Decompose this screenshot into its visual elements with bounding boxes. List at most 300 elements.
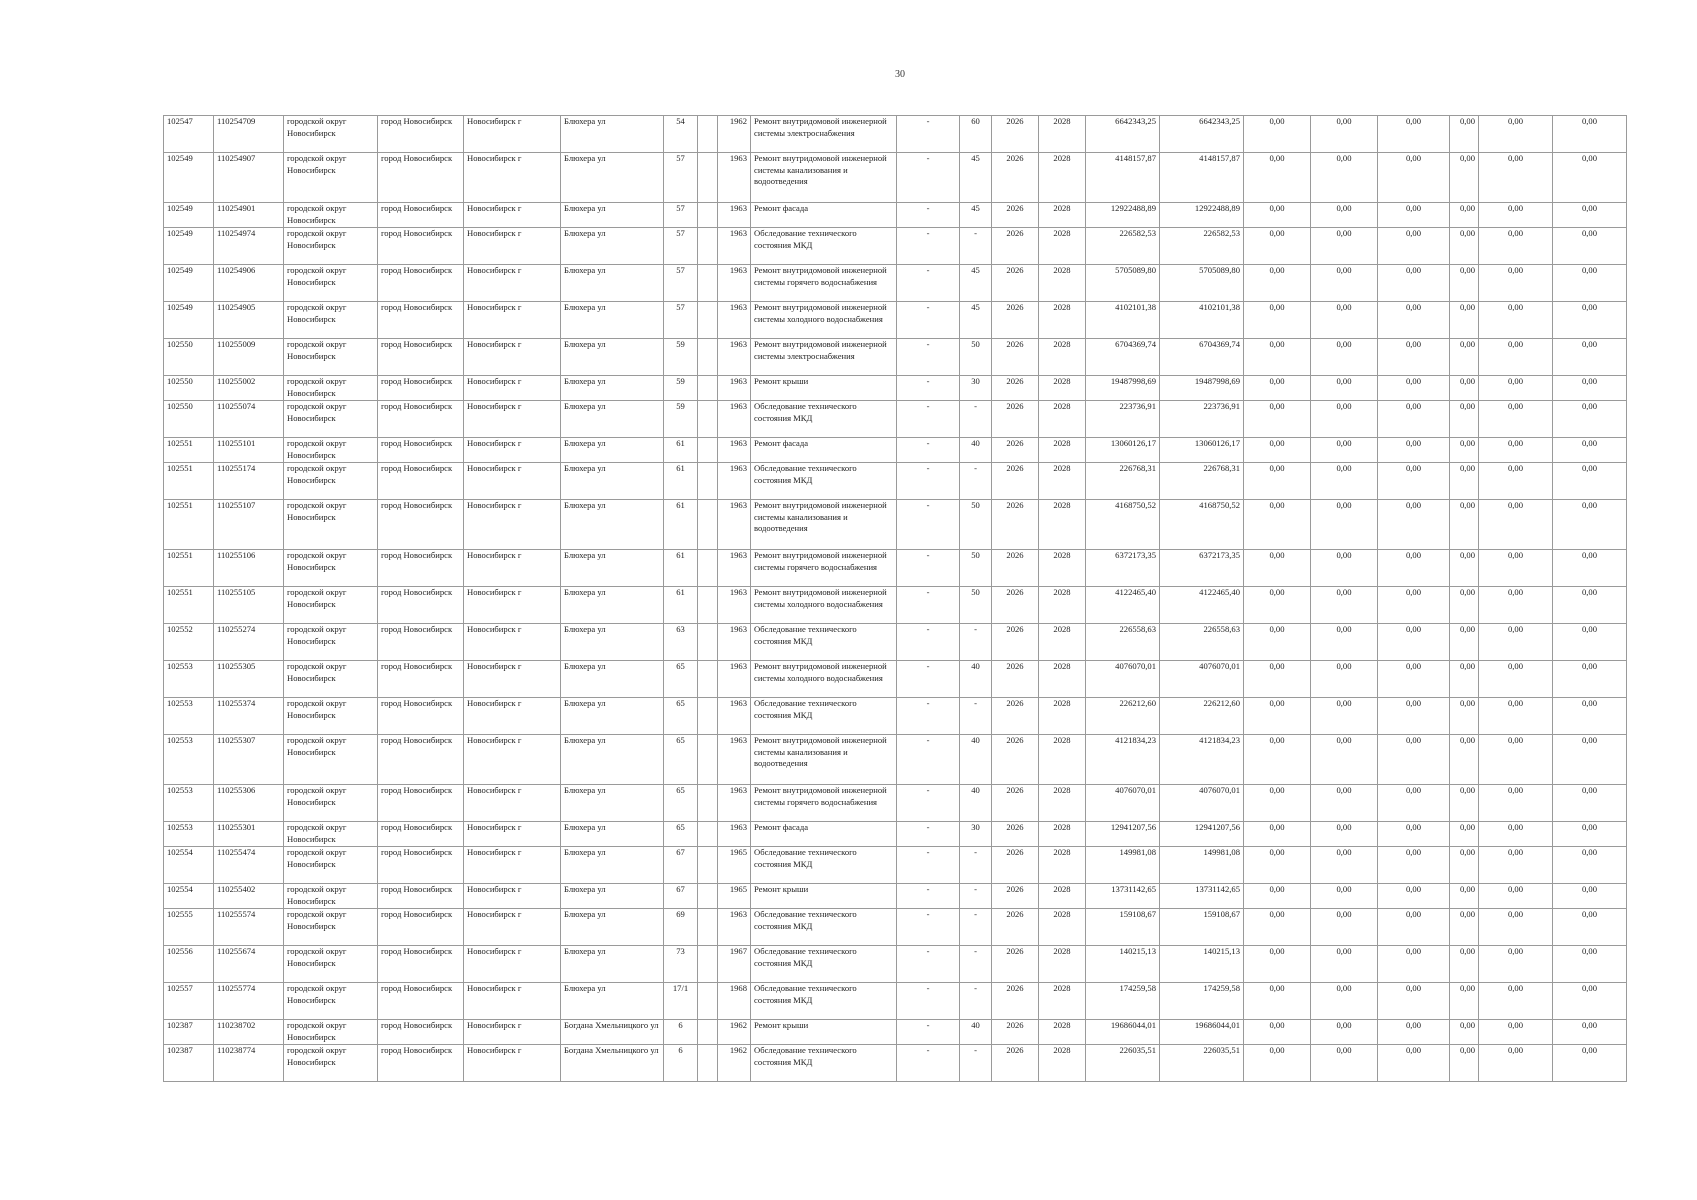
- cell-city: Новосибирск г: [464, 438, 561, 463]
- cell-district: городской округ Новосибирск: [284, 909, 378, 946]
- cell-wear-indicator: -: [897, 438, 960, 463]
- cell-local-funds: 0,00: [1378, 822, 1450, 847]
- cell-start-year: 2026: [992, 339, 1039, 376]
- cell-own-funds: 140215,13: [1160, 946, 1244, 983]
- cell-owner-funds: 0,00: [1479, 1020, 1553, 1045]
- cell-building: [698, 500, 718, 550]
- cell-end-year: 2028: [1039, 587, 1086, 624]
- cell-wear-percent: -: [960, 463, 992, 500]
- cell-owner-funds: 0,00: [1479, 698, 1553, 735]
- cell-federal-funds: 0,00: [1244, 339, 1311, 376]
- table-row: [164, 153, 1627, 203]
- cell-owner-funds: 0,00: [1479, 735, 1553, 785]
- cell-work-type: Ремонт крыши: [751, 884, 897, 909]
- cell-street: Блюхера ул: [561, 624, 664, 661]
- cell-work-type: Ремонт внутридомовой инженерной системы канализования и водоотведения: [751, 153, 897, 203]
- cell-fund-funds: 0,00: [1553, 698, 1627, 735]
- cell-work-id: 110255307: [214, 735, 284, 785]
- cell-end-year: 2028: [1039, 302, 1086, 339]
- cell-work-type: Ремонт внутридомовой инженерной системы холодного водоснабжения: [751, 587, 897, 624]
- page-number: 30: [895, 69, 905, 80]
- cell-street: Богдана Хмельницкого ул: [561, 1045, 664, 1082]
- cell-work-id: 110238774: [214, 1045, 284, 1082]
- cell-wear-indicator: -: [897, 946, 960, 983]
- cell-work-id: 110255301: [214, 822, 284, 847]
- cell-house-id: 102549: [164, 203, 214, 228]
- cell-total-cost: 140215,13: [1086, 946, 1160, 983]
- cell-house-id: 102549: [164, 302, 214, 339]
- cell-regional-funds: 0,00: [1311, 909, 1378, 946]
- cell-house-number: 57: [664, 265, 698, 302]
- cell-year-built: 1963: [718, 698, 751, 735]
- cell-other-funds: 0,00: [1450, 884, 1479, 909]
- cell-federal-funds: 0,00: [1244, 302, 1311, 339]
- cell-building: [698, 661, 718, 698]
- cell-house-number: 59: [664, 376, 698, 401]
- cell-building: [698, 339, 718, 376]
- cell-total-cost: 13060126,17: [1086, 438, 1160, 463]
- cell-year-built: 1963: [718, 265, 751, 302]
- cell-wear-indicator: -: [897, 661, 960, 698]
- table-row: [164, 698, 1627, 735]
- cell-wear-percent: -: [960, 847, 992, 884]
- cell-year-built: 1963: [718, 228, 751, 265]
- cell-district: городской округ Новосибирск: [284, 228, 378, 265]
- cell-local-funds: 0,00: [1378, 550, 1450, 587]
- cell-wear-indicator: -: [897, 550, 960, 587]
- cell-street: Блюхера ул: [561, 946, 664, 983]
- cell-district: городской округ Новосибирск: [284, 1020, 378, 1045]
- cell-settlement: город Новосибирск: [378, 339, 464, 376]
- cell-house-id: 102551: [164, 587, 214, 624]
- cell-street: Блюхера ул: [561, 587, 664, 624]
- cell-fund-funds: 0,00: [1553, 500, 1627, 550]
- cell-regional-funds: 0,00: [1311, 785, 1378, 822]
- cell-start-year: 2026: [992, 500, 1039, 550]
- cell-wear-indicator: -: [897, 735, 960, 785]
- cell-end-year: 2028: [1039, 401, 1086, 438]
- cell-city: Новосибирск г: [464, 624, 561, 661]
- cell-work-id: 110255174: [214, 463, 284, 500]
- cell-local-funds: 0,00: [1378, 1045, 1450, 1082]
- cell-wear-indicator: -: [897, 785, 960, 822]
- cell-start-year: 2026: [992, 438, 1039, 463]
- cell-building: [698, 228, 718, 265]
- cell-building: [698, 587, 718, 624]
- cell-local-funds: 0,00: [1378, 661, 1450, 698]
- cell-fund-funds: 0,00: [1553, 946, 1627, 983]
- cell-wear-percent: 50: [960, 550, 992, 587]
- cell-settlement: город Новосибирск: [378, 500, 464, 550]
- cell-end-year: 2028: [1039, 228, 1086, 265]
- cell-house-number: 57: [664, 153, 698, 203]
- cell-wear-indicator: -: [897, 376, 960, 401]
- table-row: [164, 884, 1627, 909]
- cell-wear-percent: 45: [960, 265, 992, 302]
- cell-owner-funds: 0,00: [1479, 983, 1553, 1020]
- table-row: [164, 624, 1627, 661]
- cell-fund-funds: 0,00: [1553, 1045, 1627, 1082]
- cell-city: Новосибирск г: [464, 116, 561, 153]
- cell-house-id: 102387: [164, 1045, 214, 1082]
- cell-house-number: 63: [664, 624, 698, 661]
- cell-wear-percent: -: [960, 228, 992, 265]
- cell-house-number: 73: [664, 946, 698, 983]
- cell-federal-funds: 0,00: [1244, 735, 1311, 785]
- cell-work-id: 110255002: [214, 376, 284, 401]
- cell-start-year: 2026: [992, 116, 1039, 153]
- cell-district: городской округ Новосибирск: [284, 983, 378, 1020]
- cell-federal-funds: 0,00: [1244, 946, 1311, 983]
- cell-house-number: 65: [664, 661, 698, 698]
- cell-own-funds: 5705089,80: [1160, 265, 1244, 302]
- cell-fund-funds: 0,00: [1553, 587, 1627, 624]
- cell-local-funds: 0,00: [1378, 401, 1450, 438]
- cell-settlement: город Новосибирск: [378, 1020, 464, 1045]
- cell-settlement: город Новосибирск: [378, 735, 464, 785]
- cell-building: [698, 438, 718, 463]
- cell-federal-funds: 0,00: [1244, 265, 1311, 302]
- cell-end-year: 2028: [1039, 438, 1086, 463]
- cell-house-id: 102557: [164, 983, 214, 1020]
- cell-district: городской округ Новосибирск: [284, 463, 378, 500]
- cell-wear-percent: 50: [960, 339, 992, 376]
- cell-year-built: 1963: [718, 339, 751, 376]
- cell-regional-funds: 0,00: [1311, 884, 1378, 909]
- cell-start-year: 2026: [992, 983, 1039, 1020]
- cell-building: [698, 847, 718, 884]
- cell-federal-funds: 0,00: [1244, 624, 1311, 661]
- cell-house-id: 102553: [164, 785, 214, 822]
- cell-end-year: 2028: [1039, 203, 1086, 228]
- cell-owner-funds: 0,00: [1479, 153, 1553, 203]
- cell-local-funds: 0,00: [1378, 735, 1450, 785]
- cell-other-funds: 0,00: [1450, 376, 1479, 401]
- cell-regional-funds: 0,00: [1311, 265, 1378, 302]
- cell-regional-funds: 0,00: [1311, 1045, 1378, 1082]
- cell-district: городской округ Новосибирск: [284, 587, 378, 624]
- cell-work-type: Обследование технического состояния МКД: [751, 946, 897, 983]
- cell-fund-funds: 0,00: [1553, 785, 1627, 822]
- cell-work-type: Ремонт внутридомовой инженерной системы горячего водоснабжения: [751, 265, 897, 302]
- cell-house-number: 57: [664, 203, 698, 228]
- cell-work-type: Ремонт внутридомовой инженерной системы горячего водоснабжения: [751, 785, 897, 822]
- cell-local-funds: 0,00: [1378, 884, 1450, 909]
- cell-work-type: Обследование технического состояния МКД: [751, 463, 897, 500]
- cell-other-funds: 0,00: [1450, 401, 1479, 438]
- cell-end-year: 2028: [1039, 785, 1086, 822]
- cell-wear-indicator: -: [897, 401, 960, 438]
- cell-work-id: 110255101: [214, 438, 284, 463]
- cell-start-year: 2026: [992, 909, 1039, 946]
- cell-building: [698, 983, 718, 1020]
- cell-owner-funds: 0,00: [1479, 909, 1553, 946]
- cell-regional-funds: 0,00: [1311, 847, 1378, 884]
- cell-year-built: 1963: [718, 302, 751, 339]
- cell-owner-funds: 0,00: [1479, 946, 1553, 983]
- cell-regional-funds: 0,00: [1311, 946, 1378, 983]
- cell-house-number: 54: [664, 116, 698, 153]
- cell-wear-indicator: -: [897, 698, 960, 735]
- cell-city: Новосибирск г: [464, 463, 561, 500]
- cell-federal-funds: 0,00: [1244, 153, 1311, 203]
- cell-fund-funds: 0,00: [1553, 339, 1627, 376]
- cell-federal-funds: 0,00: [1244, 983, 1311, 1020]
- cell-district: городской округ Новосибирск: [284, 884, 378, 909]
- cell-city: Новосибирск г: [464, 401, 561, 438]
- cell-start-year: 2026: [992, 153, 1039, 203]
- cell-house-id: 102553: [164, 822, 214, 847]
- cell-end-year: 2028: [1039, 463, 1086, 500]
- cell-fund-funds: 0,00: [1553, 550, 1627, 587]
- cell-wear-indicator: -: [897, 983, 960, 1020]
- cell-house-number: 61: [664, 500, 698, 550]
- cell-building: [698, 116, 718, 153]
- cell-other-funds: 0,00: [1450, 983, 1479, 1020]
- cell-house-id: 102550: [164, 401, 214, 438]
- cell-fund-funds: 0,00: [1553, 884, 1627, 909]
- cell-local-funds: 0,00: [1378, 500, 1450, 550]
- table-row: [164, 1045, 1627, 1082]
- cell-local-funds: 0,00: [1378, 228, 1450, 265]
- cell-settlement: город Новосибирск: [378, 884, 464, 909]
- cell-house-id: 102553: [164, 698, 214, 735]
- cell-local-funds: 0,00: [1378, 946, 1450, 983]
- table-row: [164, 661, 1627, 698]
- table-row: [164, 909, 1627, 946]
- cell-wear-indicator: -: [897, 884, 960, 909]
- cell-wear-indicator: -: [897, 909, 960, 946]
- cell-settlement: город Новосибирск: [378, 228, 464, 265]
- cell-federal-funds: 0,00: [1244, 909, 1311, 946]
- cell-wear-percent: 40: [960, 661, 992, 698]
- cell-wear-indicator: -: [897, 624, 960, 661]
- cell-other-funds: 0,00: [1450, 735, 1479, 785]
- cell-settlement: город Новосибирск: [378, 946, 464, 983]
- cell-end-year: 2028: [1039, 376, 1086, 401]
- cell-city: Новосибирск г: [464, 203, 561, 228]
- cell-owner-funds: 0,00: [1479, 550, 1553, 587]
- cell-street: Блюхера ул: [561, 203, 664, 228]
- cell-district: городской округ Новосибирск: [284, 661, 378, 698]
- cell-district: городской округ Новосибирск: [284, 203, 378, 228]
- cell-own-funds: 13060126,17: [1160, 438, 1244, 463]
- cell-start-year: 2026: [992, 587, 1039, 624]
- cell-settlement: город Новосибирск: [378, 153, 464, 203]
- cell-end-year: 2028: [1039, 550, 1086, 587]
- cell-work-id: 110255402: [214, 884, 284, 909]
- cell-work-type: Обследование технического состояния МКД: [751, 401, 897, 438]
- cell-other-funds: 0,00: [1450, 1020, 1479, 1045]
- cell-work-id: 110254709: [214, 116, 284, 153]
- cell-other-funds: 0,00: [1450, 116, 1479, 153]
- table-row: [164, 822, 1627, 847]
- table-row: [164, 265, 1627, 302]
- cell-district: городской округ Новосибирск: [284, 550, 378, 587]
- cell-work-type: Ремонт крыши: [751, 1020, 897, 1045]
- cell-local-funds: 0,00: [1378, 376, 1450, 401]
- cell-end-year: 2028: [1039, 500, 1086, 550]
- cell-wear-percent: 40: [960, 1020, 992, 1045]
- cell-house-number: 6: [664, 1020, 698, 1045]
- cell-end-year: 2028: [1039, 1045, 1086, 1082]
- cell-own-funds: 226768,31: [1160, 463, 1244, 500]
- cell-regional-funds: 0,00: [1311, 203, 1378, 228]
- cell-owner-funds: 0,00: [1479, 463, 1553, 500]
- cell-street: Блюхера ул: [561, 909, 664, 946]
- cell-building: [698, 302, 718, 339]
- cell-fund-funds: 0,00: [1553, 203, 1627, 228]
- cell-other-funds: 0,00: [1450, 1045, 1479, 1082]
- cell-house-id: 102387: [164, 1020, 214, 1045]
- cell-regional-funds: 0,00: [1311, 376, 1378, 401]
- cell-house-id: 102555: [164, 909, 214, 946]
- cell-house-number: 65: [664, 698, 698, 735]
- cell-own-funds: 223736,91: [1160, 401, 1244, 438]
- table-row: [164, 228, 1627, 265]
- cell-year-built: 1963: [718, 785, 751, 822]
- cell-work-id: 110255107: [214, 500, 284, 550]
- cell-end-year: 2028: [1039, 1020, 1086, 1045]
- cell-end-year: 2028: [1039, 265, 1086, 302]
- cell-own-funds: 226035,51: [1160, 1045, 1244, 1082]
- cell-own-funds: 4102101,38: [1160, 302, 1244, 339]
- cell-district: городской округ Новосибирск: [284, 500, 378, 550]
- cell-building: [698, 1045, 718, 1082]
- cell-building: [698, 946, 718, 983]
- cell-settlement: город Новосибирск: [378, 1045, 464, 1082]
- cell-building: [698, 698, 718, 735]
- cell-wear-percent: 45: [960, 153, 992, 203]
- cell-fund-funds: 0,00: [1553, 624, 1627, 661]
- cell-federal-funds: 0,00: [1244, 500, 1311, 550]
- cell-settlement: город Новосибирск: [378, 847, 464, 884]
- cell-city: Новосибирск г: [464, 376, 561, 401]
- cell-building: [698, 785, 718, 822]
- cell-federal-funds: 0,00: [1244, 463, 1311, 500]
- cell-fund-funds: 0,00: [1553, 735, 1627, 785]
- cell-own-funds: 149981,08: [1160, 847, 1244, 884]
- cell-house-id: 102549: [164, 228, 214, 265]
- cell-city: Новосибирск г: [464, 302, 561, 339]
- cell-city: Новосибирск г: [464, 153, 561, 203]
- cell-house-id: 102551: [164, 463, 214, 500]
- cell-wear-indicator: -: [897, 587, 960, 624]
- cell-work-type: Обследование технического состояния МКД: [751, 983, 897, 1020]
- cell-city: Новосибирск г: [464, 1045, 561, 1082]
- cell-settlement: город Новосибирск: [378, 116, 464, 153]
- cell-work-type: Ремонт внутридомовой инженерной системы холодного водоснабжения: [751, 302, 897, 339]
- cell-federal-funds: 0,00: [1244, 785, 1311, 822]
- cell-work-id: 110255474: [214, 847, 284, 884]
- cell-owner-funds: 0,00: [1479, 785, 1553, 822]
- table-row: [164, 339, 1627, 376]
- cell-owner-funds: 0,00: [1479, 587, 1553, 624]
- cell-federal-funds: 0,00: [1244, 550, 1311, 587]
- cell-street: Блюхера ул: [561, 463, 664, 500]
- cell-district: городской округ Новосибирск: [284, 339, 378, 376]
- cell-start-year: 2026: [992, 401, 1039, 438]
- cell-owner-funds: 0,00: [1479, 203, 1553, 228]
- table-row: [164, 983, 1627, 1020]
- cell-local-funds: 0,00: [1378, 463, 1450, 500]
- cell-owner-funds: 0,00: [1479, 661, 1553, 698]
- cell-district: городской округ Новосибирск: [284, 401, 378, 438]
- cell-local-funds: 0,00: [1378, 847, 1450, 884]
- cell-house-id: 102549: [164, 265, 214, 302]
- table-row: [164, 946, 1627, 983]
- cell-owner-funds: 0,00: [1479, 339, 1553, 376]
- table-row: [164, 735, 1627, 785]
- cell-regional-funds: 0,00: [1311, 698, 1378, 735]
- cell-start-year: 2026: [992, 698, 1039, 735]
- cell-own-funds: 6372173,35: [1160, 550, 1244, 587]
- cell-house-id: 102554: [164, 847, 214, 884]
- cell-total-cost: 4168750,52: [1086, 500, 1160, 550]
- cell-start-year: 2026: [992, 550, 1039, 587]
- cell-work-id: 110255674: [214, 946, 284, 983]
- cell-other-funds: 0,00: [1450, 847, 1479, 884]
- cell-work-type: Ремонт внутридомовой инженерной системы холодного водоснабжения: [751, 661, 897, 698]
- table-row: [164, 116, 1627, 153]
- cell-regional-funds: 0,00: [1311, 624, 1378, 661]
- cell-year-built: 1963: [718, 438, 751, 463]
- cell-start-year: 2026: [992, 884, 1039, 909]
- cell-owner-funds: 0,00: [1479, 500, 1553, 550]
- cell-wear-indicator: -: [897, 1045, 960, 1082]
- cell-total-cost: 226582,53: [1086, 228, 1160, 265]
- cell-house-number: 6: [664, 1045, 698, 1082]
- cell-owner-funds: 0,00: [1479, 401, 1553, 438]
- cell-city: Новосибирск г: [464, 265, 561, 302]
- cell-local-funds: 0,00: [1378, 302, 1450, 339]
- cell-work-id: 110255009: [214, 339, 284, 376]
- cell-work-type: Ремонт внутридомовой инженерной системы канализования и водоотведения: [751, 500, 897, 550]
- cell-work-id: 110255374: [214, 698, 284, 735]
- cell-total-cost: 174259,58: [1086, 983, 1160, 1020]
- cell-other-funds: 0,00: [1450, 822, 1479, 847]
- cell-wear-indicator: -: [897, 339, 960, 376]
- cell-own-funds: 4076070,01: [1160, 661, 1244, 698]
- cell-year-built: 1965: [718, 884, 751, 909]
- cell-wear-percent: -: [960, 983, 992, 1020]
- cell-own-funds: 226212,60: [1160, 698, 1244, 735]
- cell-own-funds: 174259,58: [1160, 983, 1244, 1020]
- cell-total-cost: 6372173,35: [1086, 550, 1160, 587]
- cell-city: Новосибирск г: [464, 661, 561, 698]
- cell-end-year: 2028: [1039, 847, 1086, 884]
- cell-settlement: город Новосибирск: [378, 587, 464, 624]
- cell-total-cost: 19686044,01: [1086, 1020, 1160, 1045]
- cell-federal-funds: 0,00: [1244, 587, 1311, 624]
- cell-owner-funds: 0,00: [1479, 822, 1553, 847]
- cell-street: Блюхера ул: [561, 735, 664, 785]
- cell-year-built: 1963: [718, 401, 751, 438]
- cell-work-type: Обследование технического состояния МКД: [751, 847, 897, 884]
- cell-settlement: город Новосибирск: [378, 785, 464, 822]
- cell-start-year: 2026: [992, 661, 1039, 698]
- cell-other-funds: 0,00: [1450, 550, 1479, 587]
- cell-street: Блюхера ул: [561, 265, 664, 302]
- cell-regional-funds: 0,00: [1311, 228, 1378, 265]
- cell-local-funds: 0,00: [1378, 116, 1450, 153]
- cell-house-number: 65: [664, 785, 698, 822]
- cell-federal-funds: 0,00: [1244, 1045, 1311, 1082]
- cell-regional-funds: 0,00: [1311, 339, 1378, 376]
- cell-end-year: 2028: [1039, 698, 1086, 735]
- cell-wear-indicator: -: [897, 116, 960, 153]
- cell-federal-funds: 0,00: [1244, 884, 1311, 909]
